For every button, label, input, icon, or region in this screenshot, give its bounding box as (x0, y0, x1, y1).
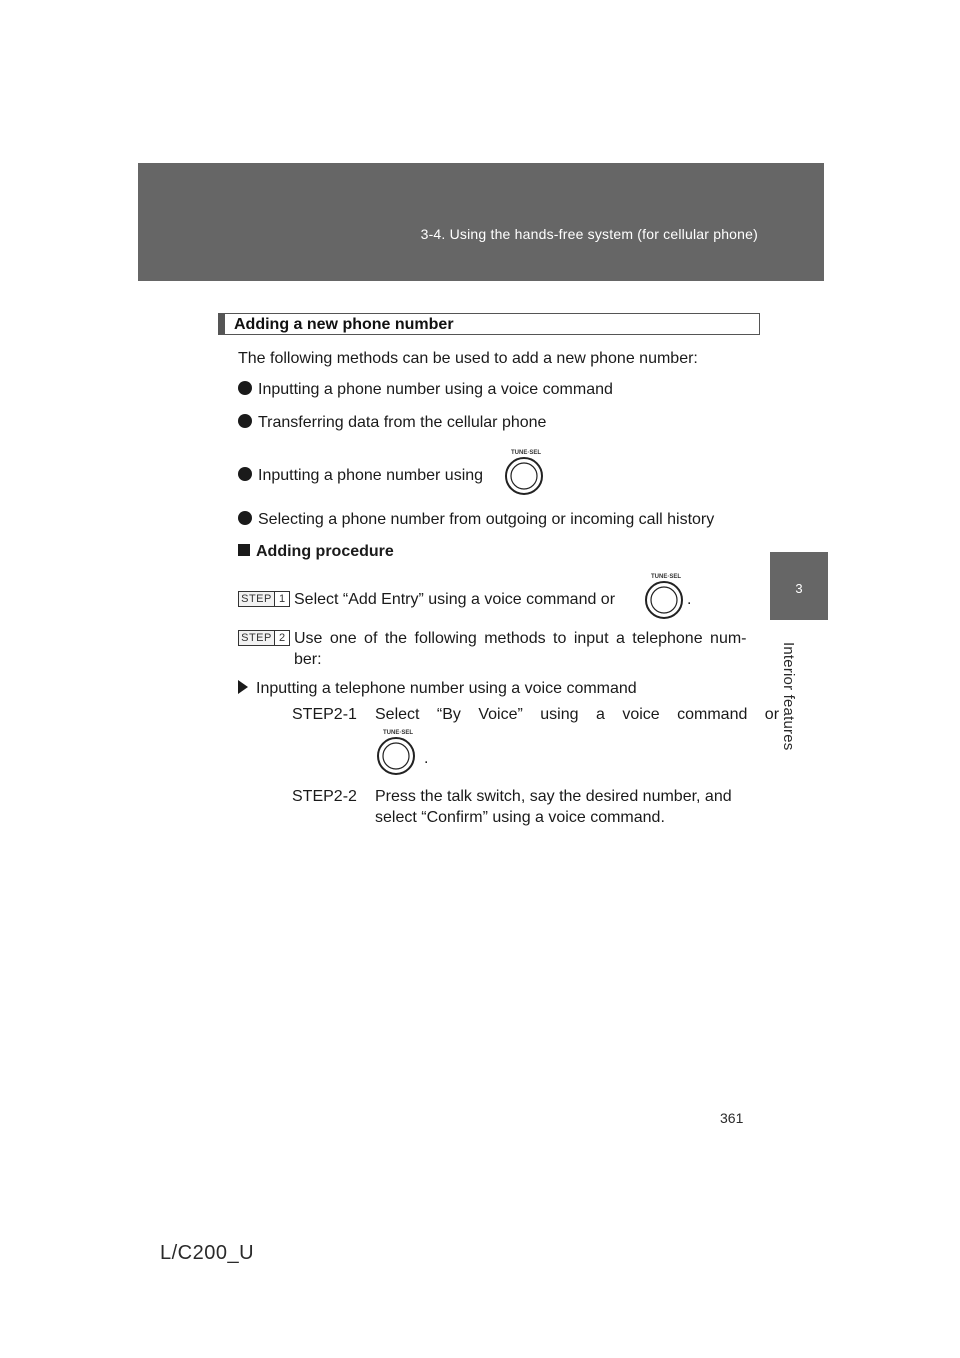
bullet-icon (238, 381, 252, 395)
tune-sel-knob-icon (500, 446, 552, 498)
section-title-box (218, 313, 760, 335)
knob-label: TUNE·SEL (511, 450, 541, 456)
chapter-title: 3-4. Using the hands-free system (for cellular phone) (420, 226, 758, 242)
square-bullet-icon (238, 544, 250, 556)
substep-2-1-period: . (424, 750, 429, 767)
document-code: L/C200_U (160, 1242, 255, 1264)
svg-text:TUNE·SEL: TUNE·SEL (651, 574, 681, 580)
tune-sel-knob-icon (640, 570, 692, 622)
tune-sel-knob-icon (372, 726, 424, 778)
chapter-tab (770, 552, 828, 620)
header-band (138, 163, 824, 281)
section-title: Adding a new phone number (234, 316, 454, 333)
method-text: Inputting a phone number using (258, 467, 484, 484)
step-1-period: . (687, 591, 692, 608)
substep-2-1-id: STEP2-1 (292, 706, 357, 723)
step-1-text: Select “Add Entry” using a voice command or (294, 591, 616, 608)
bullet-icon (238, 511, 252, 525)
substep-2-1-text: Select “By Voice” using a voice command or (375, 706, 780, 723)
method-header (238, 679, 637, 699)
chapter-number: 3 (795, 581, 803, 596)
section-title-bar (219, 314, 225, 334)
subheading-text: Adding procedure (256, 543, 394, 560)
triangle-bullet-icon (238, 680, 248, 694)
substep-2-2-text-line1: Press the talk switch, say the desired number, and (375, 788, 732, 805)
step-2-text-line2: ber: (294, 651, 322, 668)
method-item-2 (238, 413, 546, 433)
method-text: Selecting a phone number from outgoing or incoming call history (258, 511, 715, 528)
svg-text:TUNE·SEL: TUNE·SEL (383, 730, 413, 736)
chapter-side-label: Interior features (780, 641, 797, 750)
step-2-text-line1: Use one of the following methods to input a telephone num- (294, 630, 747, 647)
step-1-badge: STEP 1 (238, 591, 290, 607)
intro-text: The following methods can be used to add a new phone number: (238, 350, 698, 367)
substep-2-2-id: STEP2-2 (292, 788, 357, 805)
method-text: Transferring data from the cellular phone (258, 414, 547, 431)
subheading (238, 542, 394, 562)
step-2-badge: STEP 2 (238, 630, 290, 646)
bullet-icon (238, 414, 252, 428)
method-item-1 (238, 380, 613, 400)
method-text: Inputting a phone number using a voice command (258, 381, 613, 398)
bullet-icon (238, 467, 252, 481)
page-number: 361 (720, 1110, 744, 1126)
method-header-text: Inputting a telephone number using a voice command (256, 680, 637, 697)
method-item-4 (238, 510, 714, 530)
substep-2-2-text-line2: select “Confirm” using a voice command. (375, 809, 665, 826)
method-item-3 (238, 466, 483, 486)
